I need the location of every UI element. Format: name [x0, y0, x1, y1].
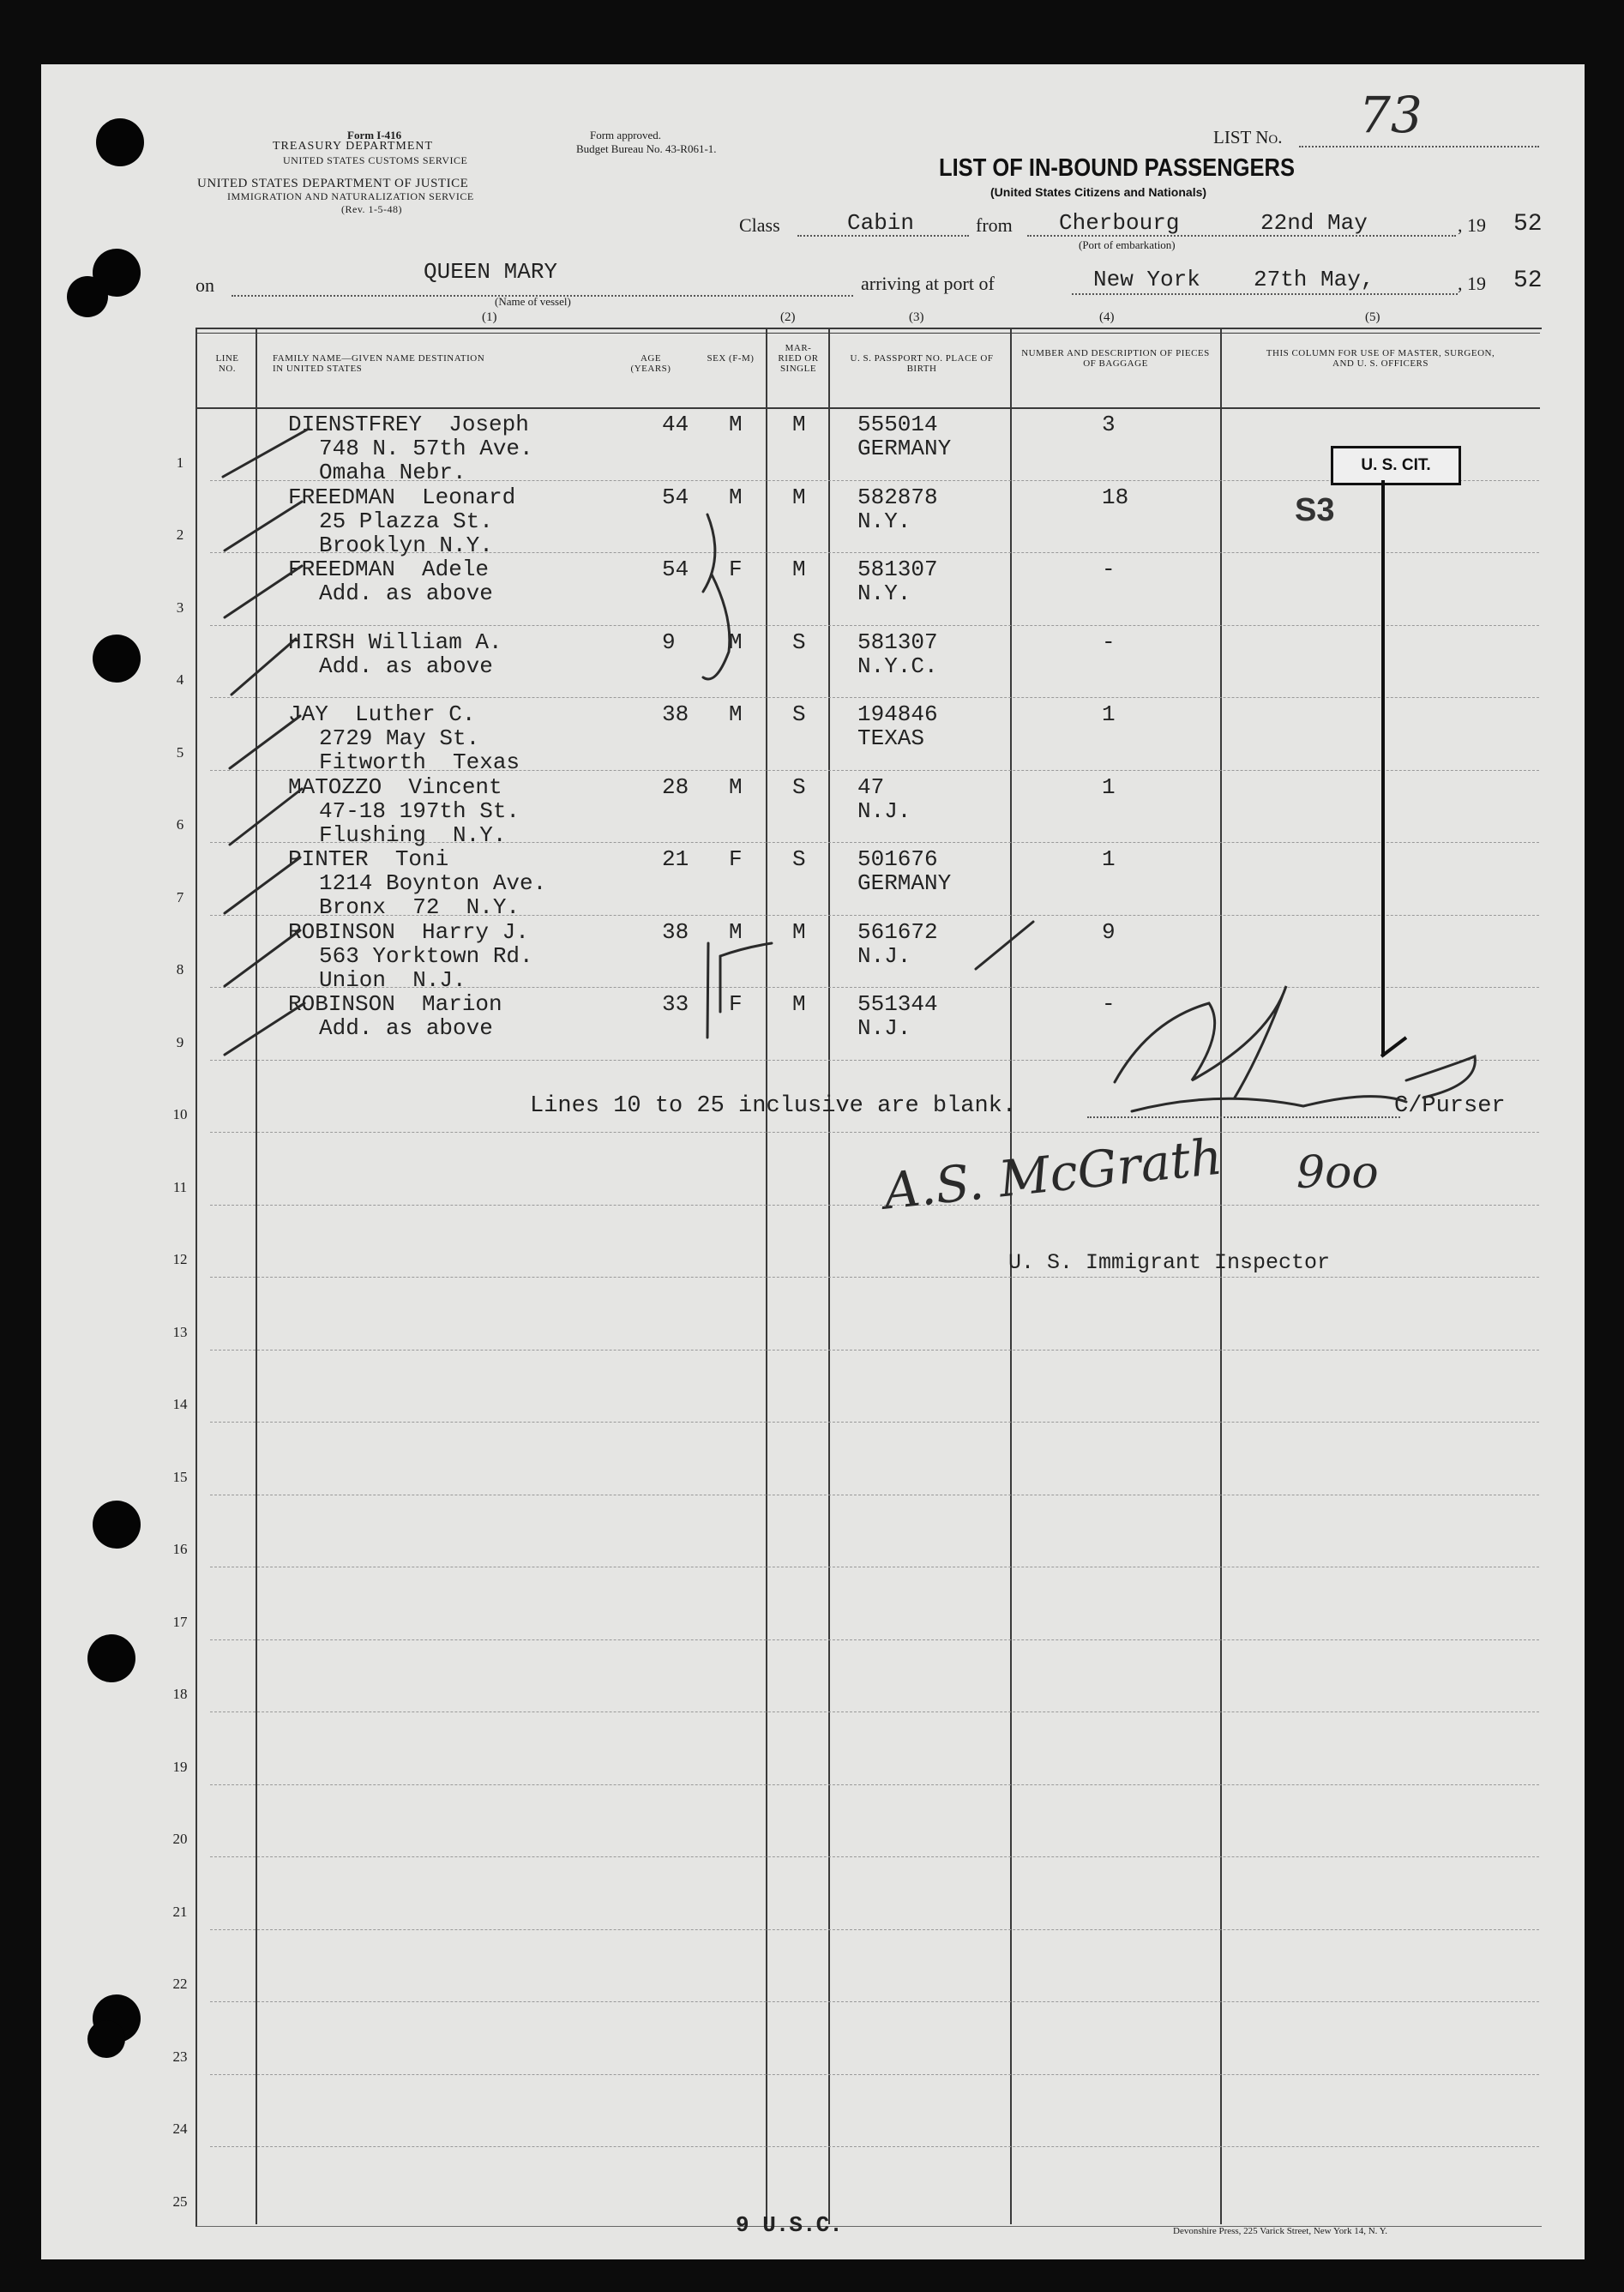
line-number: 24 — [172, 2121, 188, 2137]
passenger-sex: M — [729, 484, 743, 510]
passenger-address: Add. as above — [319, 653, 493, 679]
revision: (Rev. 1-5-48) — [341, 203, 403, 215]
us-citizen-stamp: U. S. CIT. — [1331, 446, 1461, 485]
passenger-age: 9 — [662, 629, 676, 655]
line-number: 11 — [172, 1178, 188, 1195]
place-of-birth: N.Y. — [857, 508, 911, 534]
line-number: 4 — [176, 671, 184, 688]
line-number: 10 — [172, 1106, 188, 1122]
line-number: 20 — [172, 1831, 188, 1847]
line-number: 25 — [172, 2193, 188, 2210]
passenger-city: Bronx 72 N.Y. — [319, 894, 520, 920]
inspector-signature: A.S. McGrath — [881, 1127, 1225, 1221]
baggage-count: 1 — [1102, 773, 1116, 800]
column-number: (4) — [1099, 310, 1115, 324]
baggage-count: 9 — [1102, 918, 1116, 945]
passport-number: 551344 — [857, 991, 938, 1017]
line-number: 6 — [176, 816, 184, 833]
blank-lines-note: Lines 10 to 25 inclusive are blank. — [530, 1093, 1017, 1119]
year-value: 52 — [1513, 268, 1543, 294]
passenger-age: 54 — [662, 484, 689, 510]
class-label: Class — [739, 214, 780, 236]
passenger-name: FREEDMAN Leonard — [288, 484, 516, 510]
passenger-name: ROBINSON Marion — [288, 991, 502, 1017]
header-officers: THIS COLUMN FOR USE OF MASTER, SURGEON, AND U. S. OFFICERS — [1266, 348, 1495, 369]
line-number: 14 — [172, 1396, 188, 1412]
line-number: 3 — [176, 599, 184, 616]
list-no-label: LIST No. — [1213, 127, 1283, 147]
passenger-sex: F — [729, 556, 743, 582]
place-of-birth: N.J. — [857, 797, 911, 824]
place-of-birth: GERMANY — [857, 436, 952, 461]
passenger-address: Add. as above — [319, 1015, 493, 1041]
line-number: 12 — [172, 1251, 188, 1267]
passenger-sex: M — [729, 701, 743, 727]
passenger-address: 1214 Boynton Ave. — [319, 870, 547, 896]
header-age: AGE (YEARS) — [630, 353, 671, 374]
form-approved: Form approved. — [590, 129, 662, 141]
passenger-name: MATOZZO Vincent — [288, 773, 502, 800]
baggage-count: 1 — [1102, 846, 1116, 872]
passenger-sex: M — [729, 629, 743, 655]
place-of-birth: N.J. — [857, 1015, 911, 1041]
column-number: (5) — [1365, 310, 1380, 324]
treasury-department: TREASURY DEPARTMENT — [273, 140, 434, 153]
printer-credit: Devonshire Press, 225 Varick Street, New York 14, N. Y. — [1173, 2226, 1388, 2236]
passenger-age: 44 — [662, 412, 689, 437]
embarkation-port: Cherbourg — [1059, 210, 1180, 236]
line-number: 2 — [176, 526, 184, 543]
passport-number: 582878 — [857, 484, 938, 510]
line-number: 15 — [172, 1468, 188, 1485]
baggage-count: - — [1102, 629, 1116, 655]
passenger-name: PINTER Toni — [288, 846, 449, 872]
passenger-marital-status: M — [792, 556, 806, 582]
passenger-marital-status: S — [792, 701, 806, 727]
vessel-name: QUEEN MARY — [424, 259, 558, 285]
list-number: 73 — [1359, 86, 1423, 144]
vessel-caption: (Name of vessel) — [495, 295, 571, 308]
passenger-marital-status: M — [792, 991, 806, 1017]
passenger-city: Union N.J. — [319, 966, 466, 993]
baggage-count: 1 — [1102, 701, 1116, 727]
place-of-birth: N.J. — [857, 942, 911, 969]
passenger-name: HIRSH William A. — [288, 629, 502, 655]
line-number: 19 — [172, 1758, 188, 1775]
department-of-justice: UNITED STATES DEPARTMENT OF JUSTICE — [197, 177, 469, 190]
header-line-no: LINE NO. — [215, 353, 239, 374]
inspector-time-note: 9oo — [1296, 1147, 1379, 1199]
form-number: Form I-416 — [347, 129, 402, 141]
passport-number: 555014 — [857, 412, 938, 437]
passenger-address: 748 N. 57th Ave. — [319, 436, 533, 461]
passenger-city: Brooklyn N.Y. — [319, 532, 493, 558]
passport-number: 501676 — [857, 846, 938, 872]
line-number: 21 — [172, 1903, 188, 1920]
line-number: 7 — [176, 888, 184, 905]
place-of-birth: N.Y. — [857, 581, 911, 606]
budget-bureau: Budget Bureau No. 43-R061-1. — [576, 142, 717, 155]
passenger-marital-status: M — [792, 918, 806, 945]
line-number: 13 — [172, 1323, 188, 1340]
column-number: (3) — [909, 310, 924, 324]
passport-number: 581307 — [857, 629, 938, 655]
column-number: (1) — [482, 310, 497, 324]
line-number: 1 — [176, 454, 184, 471]
arrival-date: 27th May, — [1254, 267, 1374, 292]
baggage-count: - — [1102, 556, 1116, 582]
passenger-name: ROBINSON Harry J. — [288, 918, 529, 945]
passenger-marital-status: S — [792, 773, 806, 800]
passenger-address: Add. as above — [319, 581, 493, 606]
year-prefix: , 19 — [1458, 273, 1486, 294]
line-number: 8 — [176, 961, 184, 978]
passport-number: 581307 — [857, 556, 938, 582]
place-of-birth: GERMANY — [857, 870, 952, 896]
passenger-city: Fitworth Texas — [319, 749, 520, 775]
passenger-marital-status: S — [792, 629, 806, 655]
stamp-count: S3 — [1295, 492, 1335, 528]
year-prefix: , 19 — [1458, 214, 1486, 236]
document-title: LIST OF IN-BOUND PASSENGERS — [939, 154, 1295, 182]
line-number: 9 — [176, 1033, 184, 1050]
line-number: 23 — [172, 2048, 188, 2065]
passenger-marital-status: S — [792, 846, 806, 872]
class-value: Cabin — [847, 210, 915, 236]
passenger-age: 38 — [662, 918, 689, 945]
passenger-city: Omaha Nebr. — [319, 460, 466, 485]
passport-number: 47 — [857, 773, 885, 800]
passenger-marital-status: M — [792, 484, 806, 510]
header-name-destination: FAMILY NAME—GIVEN NAME DESTINATION IN UNITED STATES — [273, 353, 485, 374]
arrival-port: New York — [1093, 267, 1200, 292]
passenger-age: 38 — [662, 701, 689, 727]
passenger-age: 33 — [662, 991, 689, 1017]
year-value: 52 — [1513, 211, 1543, 238]
document-subtitle: (United States Citizens and Nationals) — [990, 185, 1207, 199]
passport-number: 561672 — [857, 918, 938, 945]
line-number: 16 — [172, 1541, 188, 1557]
ins-service: IMMIGRATION AND NATURALIZATION SERVICE — [227, 190, 474, 202]
passenger-sex: M — [729, 412, 743, 437]
passenger-address: 2729 May St. — [319, 725, 480, 751]
passenger-name: JAY Luther C. — [288, 701, 476, 727]
passenger-age: 54 — [662, 556, 689, 582]
column-number: (2) — [780, 310, 796, 324]
line-number: 5 — [176, 743, 184, 761]
passenger-sex: M — [729, 773, 743, 800]
purser-title: C/Purser — [1394, 1093, 1506, 1119]
passenger-address: 47-18 197th St. — [319, 797, 520, 824]
passenger-address: 563 Yorktown Rd. — [319, 942, 533, 969]
passenger-name: FREEDMAN Adele — [288, 556, 490, 582]
passenger-address: 25 Plazza St. — [319, 508, 493, 534]
embarkation-date: 22nd May — [1260, 210, 1368, 236]
on-label: on — [195, 274, 214, 296]
passenger-marital-status: M — [792, 412, 806, 437]
header-baggage: NUMBER AND DESCRIPTION OF PIECES OF BAGGAGE — [1021, 348, 1210, 369]
passenger-city: Flushing N.Y. — [319, 821, 507, 848]
passport-number: 194846 — [857, 701, 938, 727]
baggage-count: 3 — [1102, 412, 1116, 437]
line-number: 22 — [172, 1976, 188, 1992]
passenger-sex: M — [729, 918, 743, 945]
baggage-count: - — [1102, 991, 1116, 1017]
header-passport: U. S. PASSPORT NO. PLACE OF BIRTH — [850, 353, 994, 374]
line-number: 17 — [172, 1613, 188, 1630]
passenger-name: DIENSTFREY Joseph — [288, 412, 529, 437]
passenger-sex: F — [729, 846, 743, 872]
header-sex: SEX (F-M) — [707, 353, 755, 364]
inspector-title: U. S. Immigrant Inspector — [1008, 1250, 1331, 1275]
header-married: MAR- RIED OR SINGLE — [778, 343, 819, 374]
statute-reference: 9 U.S.C. — [736, 2212, 843, 2238]
place-of-birth: TEXAS — [857, 725, 925, 751]
arriving-label: arriving at port of — [861, 273, 995, 294]
embarkation-caption: (Port of embarkation) — [1079, 238, 1176, 251]
passenger-age: 28 — [662, 773, 689, 800]
passenger-sex: F — [729, 991, 743, 1017]
place-of-birth: N.Y.C. — [857, 653, 938, 679]
passenger-age: 21 — [662, 846, 689, 872]
from-label: from — [976, 214, 1013, 236]
baggage-count: 18 — [1102, 484, 1129, 510]
customs-service: UNITED STATES CUSTOMS SERVICE — [283, 154, 468, 166]
line-number: 18 — [172, 1686, 188, 1702]
